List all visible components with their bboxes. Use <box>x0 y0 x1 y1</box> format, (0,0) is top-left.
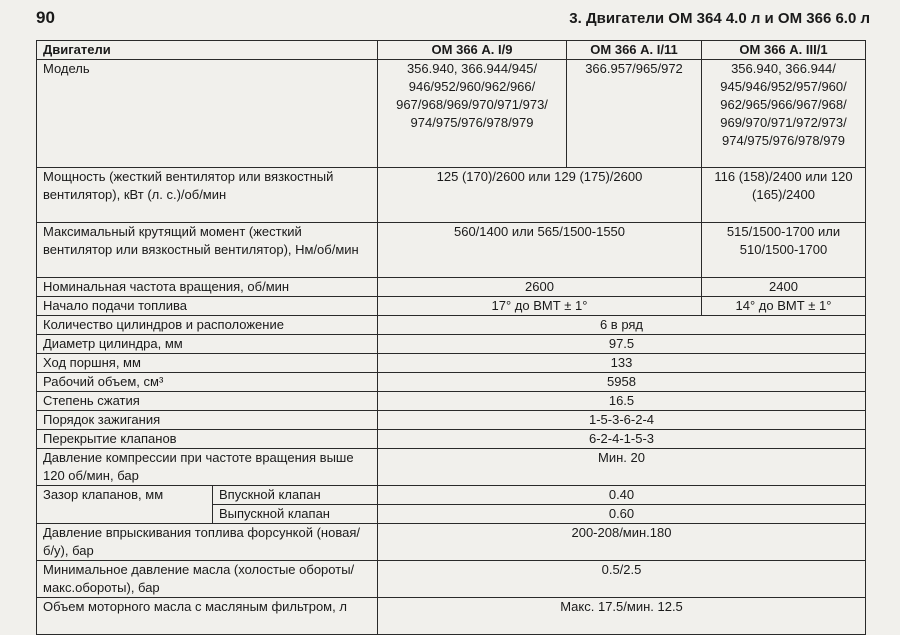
model-i11: 366.957/965/972 <box>567 60 702 168</box>
table-row <box>37 223 866 278</box>
model-i9: 356.940, 366.944/945/ 946/952/960/962/966/ 967/968/969/970/971/973/ 974/975/976/978/979 <box>378 60 567 168</box>
page-header <box>36 6 870 30</box>
cylinders-value: 6 в ряд <box>378 316 866 335</box>
torque-iii: 515/1500-1700 или 510/1500-1700 <box>702 223 866 278</box>
intake-valve-value: 0.40 <box>378 486 866 505</box>
row-label: Минимальное давление масла (холостые обороты/макс.обороты), бар <box>37 561 378 598</box>
table-row <box>37 486 866 505</box>
oil-volume-value: Макс. 17.5/мин. 12.5 <box>378 598 866 635</box>
row-label: Начало подачи топлива <box>37 297 378 316</box>
table-row <box>37 524 866 561</box>
row-label: Максимальный крутящий момент (жесткий вентилятор или вязкостный вентилятор), Нм/об/мин <box>37 223 378 278</box>
row-label: Модель <box>37 60 378 168</box>
rated-speed-i: 2600 <box>378 278 702 297</box>
table-row <box>37 278 866 297</box>
header-engines: Двигатели <box>37 41 378 60</box>
table-row <box>37 449 866 486</box>
compression-pressure-value: Мин. 20 <box>378 449 866 486</box>
power-i: 125 (170)/2600 или 129 (175)/2600 <box>378 168 702 223</box>
power-iii: 116 (158)/2400 или 120 (165)/2400 <box>702 168 866 223</box>
exhaust-valve-label: Выпускной клапан <box>213 505 378 524</box>
table-row <box>37 411 866 430</box>
row-label: Давление компрессии при частоте вращения выше 120 об/мин, бар <box>37 449 378 486</box>
row-label: Ход поршня, мм <box>37 354 378 373</box>
injection-start-i: 17° до ВМТ ± 1° <box>378 297 702 316</box>
table-row <box>37 297 866 316</box>
table-row <box>37 392 866 411</box>
chapter-title: 3. Двигатели ОМ 364 4.0 л и ОМ 366 6.0 л <box>569 9 870 27</box>
table-row <box>37 598 866 635</box>
row-label: Объем моторного масла с масляным фильтром, л <box>37 598 378 635</box>
row-label: Диаметр цилиндра, мм <box>37 335 378 354</box>
table-row <box>37 354 866 373</box>
bore-value: 97.5 <box>378 335 866 354</box>
row-label: Степень сжатия <box>37 392 378 411</box>
table-row <box>37 335 866 354</box>
torque-i: 560/1400 или 565/1500-1550 <box>378 223 702 278</box>
table-row <box>37 316 866 335</box>
exhaust-valve-value: 0.60 <box>378 505 866 524</box>
header-om366-i11: ОМ 366 А. I/11 <box>567 41 702 60</box>
header-om366-iii1: ОМ 366 А. III/1 <box>702 41 866 60</box>
intake-valve-label: Впускной клапан <box>213 486 378 505</box>
model-iii1: 356.940, 366.944/ 945/946/952/957/960/ 962/965/966/967/968/ 969/970/971/972/973/ 974/975/976/978/979 <box>702 60 866 168</box>
table-row <box>37 430 866 449</box>
valve-overlap-value: 6-2-4-1-5-3 <box>378 430 866 449</box>
injection-start-iii: 14° до ВМТ ± 1° <box>702 297 866 316</box>
stroke-value: 133 <box>378 354 866 373</box>
row-label: Перекрытие клапанов <box>37 430 378 449</box>
engine-spec-table <box>36 40 866 635</box>
table-row <box>37 168 866 223</box>
page-number: 90 <box>36 8 55 27</box>
table-header-row <box>37 41 866 60</box>
row-label: Давление впрыскивания топлива форсункой (новая/б/у), бар <box>37 524 378 561</box>
row-label: Порядок зажигания <box>37 411 378 430</box>
row-label: Количество цилиндров и расположение <box>37 316 378 335</box>
row-label: Номинальная частота вращения, об/мин <box>37 278 378 297</box>
compression-ratio-value: 16.5 <box>378 392 866 411</box>
table-row <box>37 373 866 392</box>
injector-pressure-value: 200-208/мин.180 <box>378 524 866 561</box>
rated-speed-iii: 2400 <box>702 278 866 297</box>
row-label: Зазор клапанов, мм <box>37 486 213 524</box>
header-om366-i9: ОМ 366 А. I/9 <box>378 41 567 60</box>
table-row <box>37 561 866 598</box>
row-label: Рабочий объем, см³ <box>37 373 378 392</box>
displacement-value: 5958 <box>378 373 866 392</box>
row-label: Мощность (жесткий вентилятор или вязкостный вентилятор), кВт (л. с.)/об/мин <box>37 168 378 223</box>
table-row <box>37 60 866 168</box>
min-oil-pressure-value: 0.5/2.5 <box>378 561 866 598</box>
firing-order-value: 1-5-3-6-2-4 <box>378 411 866 430</box>
